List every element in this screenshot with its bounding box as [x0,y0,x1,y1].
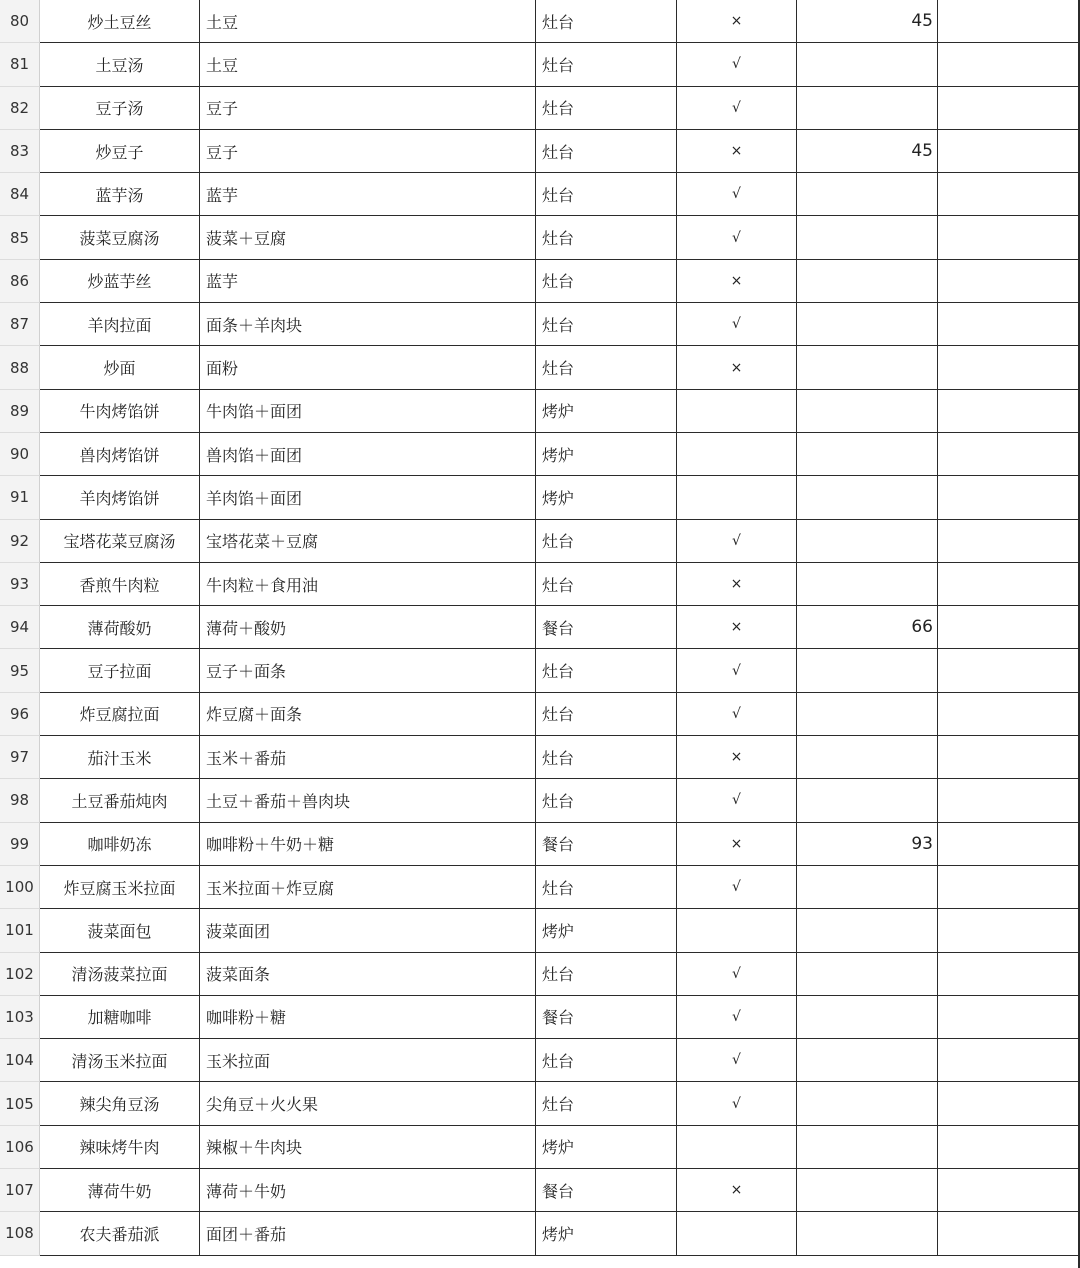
cell-empty[interactable] [938,649,1080,692]
cell-mark[interactable]: × [677,260,797,303]
cell-mark[interactable]: √ [677,779,797,822]
row-number[interactable]: 105 [0,1082,40,1125]
cell-value[interactable] [797,693,938,736]
cell-value[interactable] [797,649,938,692]
cell-empty[interactable] [938,260,1080,303]
table-row [0,130,1080,173]
cell-ingredients[interactable]: 咖啡粉＋糖 [200,996,536,1039]
cell-ingredients[interactable]: 辣椒＋牛肉块 [200,1126,536,1169]
row-number[interactable]: 103 [0,996,40,1039]
table-row [0,173,1080,216]
table-row [0,0,1080,43]
table-row [0,909,1080,952]
cell-mark[interactable] [677,476,797,519]
cell-dish-name[interactable]: 羊肉烤馅饼 [40,476,200,519]
cell-station[interactable]: 烤炉 [536,476,677,519]
cell-station[interactable]: 餐台 [536,996,677,1039]
row-number[interactable]: 84 [0,173,40,216]
cell-mark[interactable]: √ [677,173,797,216]
row-number[interactable]: 81 [0,43,40,86]
cell-value[interactable]: 66 [797,606,938,649]
cell-mark[interactable] [677,390,797,433]
cell-dish-name[interactable]: 咖啡奶冻 [40,823,200,866]
table-row [0,736,1080,779]
cell-ingredients[interactable]: 炸豆腐＋面条 [200,693,536,736]
table-row [0,693,1080,736]
cell-station[interactable]: 灶台 [536,649,677,692]
cell-dish-name[interactable]: 土豆汤 [40,43,200,86]
cell-dish-name[interactable]: 豆子汤 [40,87,200,130]
row-number[interactable]: 94 [0,606,40,649]
cell-mark[interactable]: √ [677,87,797,130]
row-number[interactable]: 86 [0,260,40,303]
cell-ingredients[interactable]: 豆子＋面条 [200,649,536,692]
cell-value[interactable] [797,779,938,822]
cell-value[interactable]: 45 [797,0,938,43]
cell-dish-name[interactable]: 炸豆腐拉面 [40,693,200,736]
cell-station[interactable]: 烤炉 [536,1212,677,1255]
cell-empty[interactable] [938,1126,1080,1169]
cell-empty[interactable] [938,909,1080,952]
cell-station[interactable]: 灶台 [536,953,677,996]
cell-ingredients[interactable]: 土豆 [200,0,536,43]
cell-mark[interactable]: × [677,130,797,173]
cell-empty[interactable] [938,563,1080,606]
row-number[interactable]: 92 [0,520,40,563]
cell-station[interactable]: 灶台 [536,216,677,259]
cell-empty[interactable] [938,216,1080,259]
cell-station[interactable]: 灶台 [536,173,677,216]
table-row [0,260,1080,303]
cell-mark[interactable]: √ [677,953,797,996]
row-number[interactable]: 83 [0,130,40,173]
cell-ingredients[interactable]: 薄荷＋牛奶 [200,1169,536,1212]
table-row [0,433,1080,476]
cell-empty[interactable] [938,303,1080,346]
cell-empty[interactable] [938,1212,1080,1255]
cell-value[interactable] [797,1169,938,1212]
cell-ingredients[interactable]: 菠菜面团 [200,909,536,952]
cell-empty[interactable] [938,996,1080,1039]
cell-mark[interactable]: √ [677,693,797,736]
cell-empty[interactable] [938,866,1080,909]
cell-mark[interactable] [677,1212,797,1255]
cell-empty[interactable] [938,390,1080,433]
cell-mark[interactable]: × [677,563,797,606]
cell-ingredients[interactable]: 面团＋番茄 [200,1212,536,1255]
cell-dish-name[interactable]: 清汤菠菜拉面 [40,953,200,996]
row-number[interactable]: 95 [0,649,40,692]
cell-mark[interactable] [677,1126,797,1169]
cell-mark[interactable]: √ [677,303,797,346]
cell-empty[interactable] [938,1169,1080,1212]
cell-value[interactable] [797,1212,938,1255]
row-number[interactable]: 89 [0,390,40,433]
table-row [0,953,1080,996]
row-number[interactable]: 99 [0,823,40,866]
cell-station[interactable]: 烤炉 [536,433,677,476]
cell-empty[interactable] [938,1039,1080,1082]
cell-value[interactable] [797,260,938,303]
cell-empty[interactable] [938,823,1080,866]
table-row [0,779,1080,822]
cell-empty[interactable] [938,1082,1080,1125]
cell-ingredients[interactable]: 玉米拉面 [200,1039,536,1082]
cell-ingredients[interactable]: 土豆 [200,43,536,86]
row-number[interactable]: 82 [0,87,40,130]
cell-ingredients[interactable]: 土豆＋番茄＋兽肉块 [200,779,536,822]
cell-value[interactable] [797,736,938,779]
cell-ingredients[interactable]: 豆子 [200,130,536,173]
row-number[interactable]: 93 [0,563,40,606]
cell-station[interactable]: 灶台 [536,43,677,86]
cell-dish-name[interactable]: 清汤玉米拉面 [40,1039,200,1082]
cell-station[interactable]: 烤炉 [536,390,677,433]
row-number[interactable]: 87 [0,303,40,346]
cell-station[interactable]: 烤炉 [536,909,677,952]
cell-dish-name[interactable]: 薄荷酸奶 [40,606,200,649]
cell-empty[interactable] [938,346,1080,389]
table-row [0,216,1080,259]
cell-mark[interactable]: × [677,0,797,43]
cell-empty[interactable] [938,87,1080,130]
cell-empty[interactable] [938,520,1080,563]
row-number[interactable]: 106 [0,1126,40,1169]
cell-mark[interactable]: × [677,606,797,649]
cell-station[interactable]: 灶台 [536,346,677,389]
cell-station[interactable]: 灶台 [536,87,677,130]
table-row [0,476,1080,519]
cell-value[interactable] [797,563,938,606]
cell-value[interactable] [797,996,938,1039]
cell-ingredients[interactable]: 玉米＋番茄 [200,736,536,779]
cell-mark[interactable]: √ [677,520,797,563]
cell-ingredients[interactable]: 宝塔花菜＋豆腐 [200,520,536,563]
row-number[interactable]: 101 [0,909,40,952]
cell-empty[interactable] [938,433,1080,476]
row-number[interactable]: 97 [0,736,40,779]
cell-mark[interactable]: × [677,823,797,866]
cell-value[interactable] [797,866,938,909]
cell-station[interactable]: 灶台 [536,303,677,346]
table-row [0,1212,1080,1255]
cell-value[interactable]: 45 [797,130,938,173]
cell-dish-name[interactable]: 炒土豆丝 [40,0,200,43]
cell-station[interactable]: 灶台 [536,130,677,173]
cell-value[interactable] [797,346,938,389]
row-number[interactable]: 88 [0,346,40,389]
cell-dish-name[interactable]: 辣味烤牛肉 [40,1126,200,1169]
row-number[interactable]: 96 [0,693,40,736]
cell-station[interactable]: 餐台 [536,1169,677,1212]
cell-value[interactable] [797,476,938,519]
cell-dish-name[interactable]: 辣尖角豆汤 [40,1082,200,1125]
table-row [0,43,1080,86]
cell-station[interactable]: 灶台 [536,779,677,822]
cell-empty[interactable] [938,736,1080,779]
cell-ingredients[interactable]: 兽肉馅＋面团 [200,433,536,476]
cell-mark[interactable]: √ [677,649,797,692]
cell-station[interactable]: 灶台 [536,866,677,909]
cell-ingredients[interactable]: 豆子 [200,87,536,130]
cell-mark[interactable]: √ [677,43,797,86]
row-number[interactable]: 91 [0,476,40,519]
table-row [0,563,1080,606]
row-number[interactable]: 102 [0,953,40,996]
cell-station[interactable]: 灶台 [536,0,677,43]
cell-ingredients[interactable]: 咖啡粉＋牛奶＋糖 [200,823,536,866]
cell-station[interactable]: 灶台 [536,1039,677,1082]
table-row [0,1126,1080,1169]
cell-empty[interactable] [938,953,1080,996]
cell-dish-name[interactable]: 炒蓝芋丝 [40,260,200,303]
cell-value[interactable] [797,216,938,259]
cell-dish-name[interactable]: 菠菜豆腐汤 [40,216,200,259]
cell-dish-name[interactable]: 农夫番茄派 [40,1212,200,1255]
table-row [0,996,1080,1039]
cell-value[interactable] [797,1039,938,1082]
cell-dish-name[interactable]: 宝塔花菜豆腐汤 [40,520,200,563]
cell-empty[interactable] [938,606,1080,649]
cell-mark[interactable]: √ [677,866,797,909]
cell-ingredients[interactable]: 牛肉粒＋食用油 [200,563,536,606]
cell-value[interactable] [797,909,938,952]
table-row [0,1039,1080,1082]
cell-dish-name[interactable]: 兽肉烤馅饼 [40,433,200,476]
table-row [0,1082,1080,1125]
cell-empty[interactable] [938,173,1080,216]
cell-station[interactable]: 烤炉 [536,1126,677,1169]
cell-dish-name[interactable]: 薄荷牛奶 [40,1169,200,1212]
cell-ingredients[interactable]: 面粉 [200,346,536,389]
cell-ingredients[interactable]: 蓝芋 [200,173,536,216]
cell-value[interactable] [797,433,938,476]
cell-mark[interactable]: √ [677,996,797,1039]
cell-ingredients[interactable]: 菠菜＋豆腐 [200,216,536,259]
cell-dish-name[interactable]: 炒豆子 [40,130,200,173]
table-row [0,1169,1080,1212]
table-row [0,87,1080,130]
cell-mark[interactable] [677,909,797,952]
cell-value[interactable] [797,390,938,433]
cell-mark[interactable]: √ [677,1039,797,1082]
row-number[interactable]: 98 [0,779,40,822]
cell-mark[interactable]: × [677,736,797,779]
cell-empty[interactable] [938,43,1080,86]
cell-mark[interactable] [677,433,797,476]
cell-mark[interactable]: √ [677,1082,797,1125]
cell-ingredients[interactable]: 菠菜面条 [200,953,536,996]
cell-station[interactable]: 灶台 [536,520,677,563]
table-row [0,606,1080,649]
cell-dish-name[interactable]: 加糖咖啡 [40,996,200,1039]
table-row [0,303,1080,346]
table-row [0,390,1080,433]
cell-value[interactable] [797,303,938,346]
cell-value[interactable] [797,87,938,130]
row-number[interactable]: 80 [0,0,40,43]
cell-station[interactable]: 灶台 [536,736,677,779]
cell-dish-name[interactable]: 土豆番茄炖肉 [40,779,200,822]
cell-station[interactable]: 灶台 [536,260,677,303]
row-number[interactable]: 100 [0,866,40,909]
row-number[interactable]: 90 [0,433,40,476]
cell-mark[interactable]: × [677,346,797,389]
cell-station[interactable]: 灶台 [536,563,677,606]
cell-dish-name[interactable]: 羊肉拉面 [40,303,200,346]
cell-dish-name[interactable]: 香煎牛肉粒 [40,563,200,606]
cell-value[interactable] [797,953,938,996]
cell-empty[interactable] [938,130,1080,173]
row-number[interactable]: 108 [0,1212,40,1255]
cell-empty[interactable] [938,0,1080,43]
cell-dish-name[interactable]: 蓝芋汤 [40,173,200,216]
row-number[interactable]: 107 [0,1169,40,1212]
cell-empty[interactable] [938,779,1080,822]
row-number[interactable]: 85 [0,216,40,259]
table-row [0,346,1080,389]
cell-mark[interactable]: √ [677,216,797,259]
cell-dish-name[interactable]: 炒面 [40,346,200,389]
cell-ingredients[interactable]: 牛肉馅＋面团 [200,390,536,433]
cell-value[interactable] [797,43,938,86]
cell-value[interactable] [797,1126,938,1169]
cell-station[interactable]: 餐台 [536,823,677,866]
cell-dish-name[interactable]: 炸豆腐玉米拉面 [40,866,200,909]
cell-dish-name[interactable]: 豆子拉面 [40,649,200,692]
cell-empty[interactable] [938,693,1080,736]
cell-dish-name[interactable]: 牛肉烤馅饼 [40,390,200,433]
cell-value[interactable] [797,1082,938,1125]
table-row [0,823,1080,866]
cell-ingredients[interactable]: 薄荷＋酸奶 [200,606,536,649]
cell-mark[interactable]: × [677,1169,797,1212]
cell-station[interactable]: 餐台 [536,606,677,649]
cell-station[interactable]: 灶台 [536,1082,677,1125]
cell-value[interactable] [797,173,938,216]
cell-value[interactable] [797,520,938,563]
cell-ingredients[interactable]: 尖角豆＋火火果 [200,1082,536,1125]
cell-dish-name[interactable]: 茄汁玉米 [40,736,200,779]
cell-ingredients[interactable]: 玉米拉面＋炸豆腐 [200,866,536,909]
cell-station[interactable]: 灶台 [536,693,677,736]
cell-value[interactable]: 93 [797,823,938,866]
cell-ingredients[interactable]: 面条＋羊肉块 [200,303,536,346]
table-row [0,866,1080,909]
cell-dish-name[interactable]: 菠菜面包 [40,909,200,952]
cell-ingredients[interactable]: 羊肉馅＋面团 [200,476,536,519]
cell-empty[interactable] [938,476,1080,519]
table-row [0,649,1080,692]
row-number[interactable]: 104 [0,1039,40,1082]
table-row [0,520,1080,563]
cell-ingredients[interactable]: 蓝芋 [200,260,536,303]
